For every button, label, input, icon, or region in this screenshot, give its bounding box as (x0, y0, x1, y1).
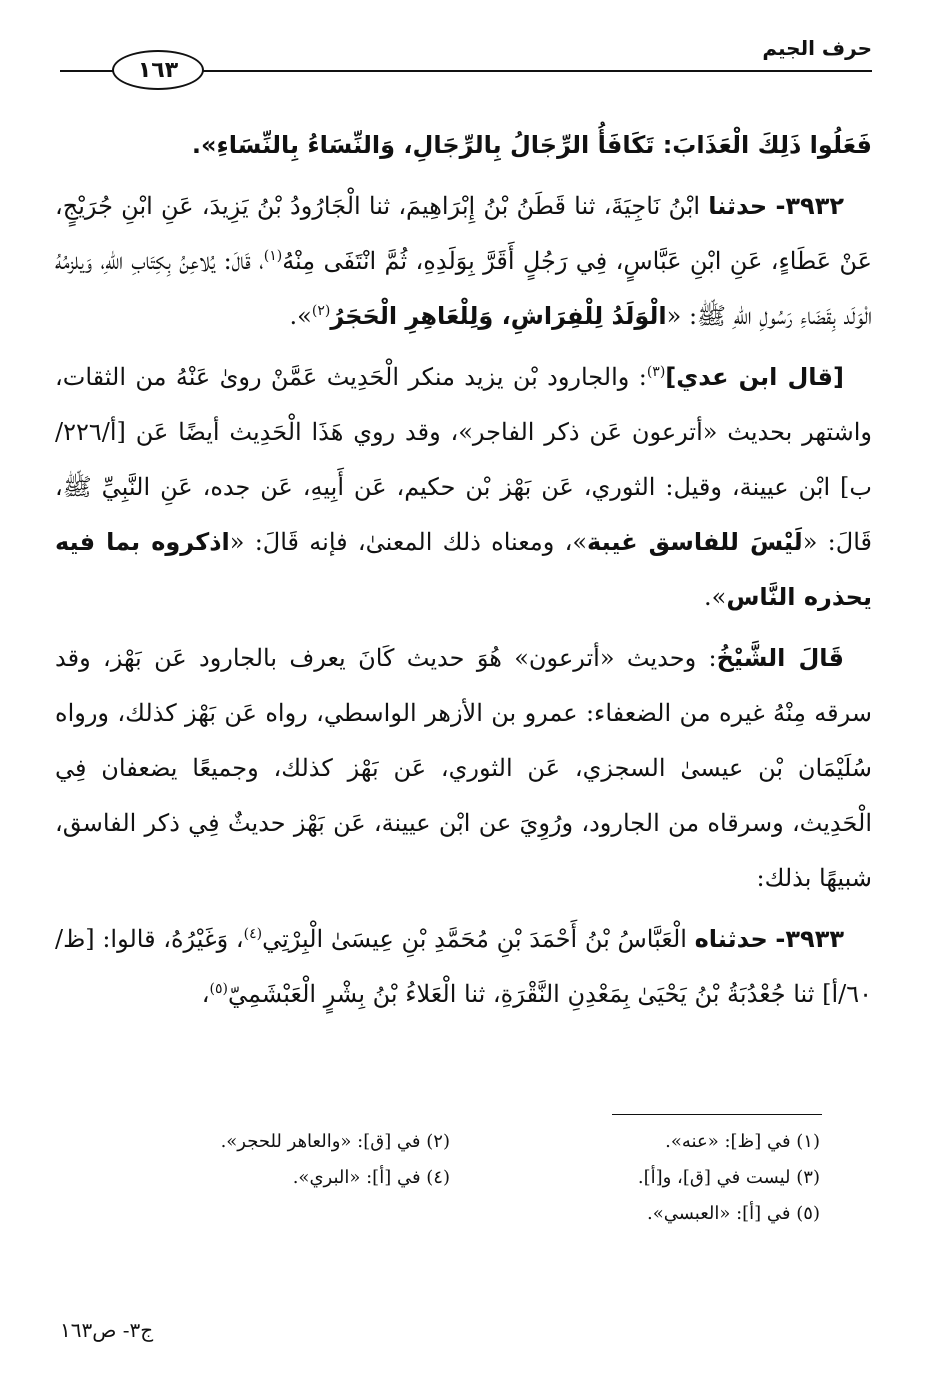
hadith-3932 (55, 179, 872, 344)
sheikh-text: : وحديث «أترعون» هُوَ حديث كَانَ يعرف بالجارود عَن بَهْز، وقد سرقه مِنْهُ غيره من الضعفاء: عمرو بن الأزهر الواسطي، رواه عَن بَهْز كذلك، ورواه سُلَيْمَان بْن عيسىٰ السجزي، عَن الثوري، عَن بَهْز كذلك، وجميعًا يضعفان فِي الْحَدِيث، وسرقاه من الجارود، ورُوِيَ عن ابْن عيينة، عَن بَهْز حديثٌ فِي ذكر الفاسق، شبيهًا بذلك: (55, 644, 872, 892)
ibn-adi-text-2: »، ومعناه ذلك المعنىٰ، فإنه قَالَ: « (229, 528, 588, 556)
hadith-text-b: ، قَالَ: يُلاعِنُ بِكِتَابِ اللهِ، وَيلزمُهُ الْوَلَد بِقَضَاءِ رَسُولِ اللهِ ﷺ: « (55, 247, 872, 330)
ibn-adi-comment (55, 350, 872, 625)
hadith-lead: حدثنا (708, 192, 768, 220)
paragraph-1 (55, 118, 872, 173)
hadith-text-2: الْعَبَّاسُ بْنُ أَحْمَدَ بْنِ مُحَمَّدِ بْنِ عِيسَىٰ الْبِرْتِي (262, 925, 695, 953)
footnote-1: (١) في [ظ]: «عنه». (665, 1131, 820, 1152)
ibn-adi-lead: [قال ابن عدي] (665, 363, 844, 391)
hadith-3933 (55, 912, 872, 1022)
ibn-adi-end: ». (704, 583, 727, 611)
volume-page-marker: ج٣- ص١٦٣ (60, 1318, 154, 1342)
footnote-ref-1: (١) (263, 248, 283, 264)
footnote-ref-2: (٢) (311, 303, 331, 319)
sheikh-lead: قَالَ الشَّيْخُ (716, 644, 844, 672)
hadith-lead-2: حدثناه (694, 925, 768, 953)
hadith-number: ٣٩٣٢- (775, 192, 844, 220)
hadith-end-2: ، (201, 980, 210, 1008)
footnote-2: (٢) في [ق]: «والعاهر للحجر». (220, 1131, 450, 1152)
footnote-ref-5: (٥) (209, 981, 228, 997)
hadith-number-2: ٣٩٣٣- (775, 925, 844, 953)
footnote-4: (٤) في [أ]: «البري». (292, 1167, 450, 1188)
footnote-ref-3: (٣) (646, 364, 666, 380)
footnote-5: (٥) في [أ]: «العبسي». (646, 1203, 820, 1224)
footnote-rule (612, 1114, 822, 1115)
footnotes (80, 1124, 820, 1232)
hadith-text-2b: ، وَغَيْرُهُ، قالوا: [ظ/٦٠/أ] ثنا جُعْدُبَةُ بْنُ يَحْيَىٰ بِمَعْدِنِ النَّقْرَةِ، ثنا الْعَلاءُ بْنُ بِشْرٍ الْعَبْشَمِيّ (55, 925, 872, 1008)
sheikh-comment (55, 631, 872, 906)
footnote-ref-4: (٤) (243, 926, 263, 942)
hadith-ending: فَعَلُوا ذَلِكَ الْعَذَابَ: تَكَافَأُ الرِّجَالُ بِالرِّجَالِ، وَالنِّسَاءُ بِالنِّسَاءِ». (191, 131, 872, 159)
hadith-end: ». (289, 302, 312, 330)
chapter-title: حرف الجيم (762, 36, 872, 60)
hadith-quote: الْوَلَدُ لِلْفِرَاشِ، وَلِلْعَاهِرِ الْحَجَرُ (330, 302, 667, 330)
hadith-text: ابْنُ نَاجِيَةَ، ثنا قَطَنُ بْنُ إِبْرَاهِيمَ، ثنا الْجَارُودُ بْنُ يَزِيدَ، عَنِ ابْنِ جُرَيْجٍ، عَنْ عَطَاءٍ، عَنِ ابْنِ عَبَّاسٍ، فِي رَجُلٍ أَقَرَّ بِوَلَدِهِ، ثُمَّ انْتَفَى مِنْهُ (55, 192, 872, 275)
ibn-adi-quote-1: لَيْسَ للفاسق غيبة (587, 528, 803, 556)
page-number-badge: ١٦٣ (112, 50, 204, 90)
footnote-3: (٣) ليست في [ق]، و[أ]. (637, 1167, 820, 1188)
ibn-adi-text: : والجارود بْن يزيد منكر الْحَدِيث عَمَّنْ روىٰ عَنْهُ من الثقات، واشتهر بحديث «أترعون عَن ذكر الفاجر»، وقد روي هَذَا الْحَدِيث أيضًا عَن [أ/٢٢٦/ب] ابْن عيينة، وقيل: الثوري، عَن بَهْز بْن حكيم، عَن أَبِيهِ، عَن جده، عَنِ النَّبِيِّ ﷺ، قَالَ: « (55, 363, 872, 556)
main-text (55, 118, 872, 1028)
ibn-adi-quote-2: اذكروه بما فيه يحذره النَّاس (55, 528, 872, 611)
